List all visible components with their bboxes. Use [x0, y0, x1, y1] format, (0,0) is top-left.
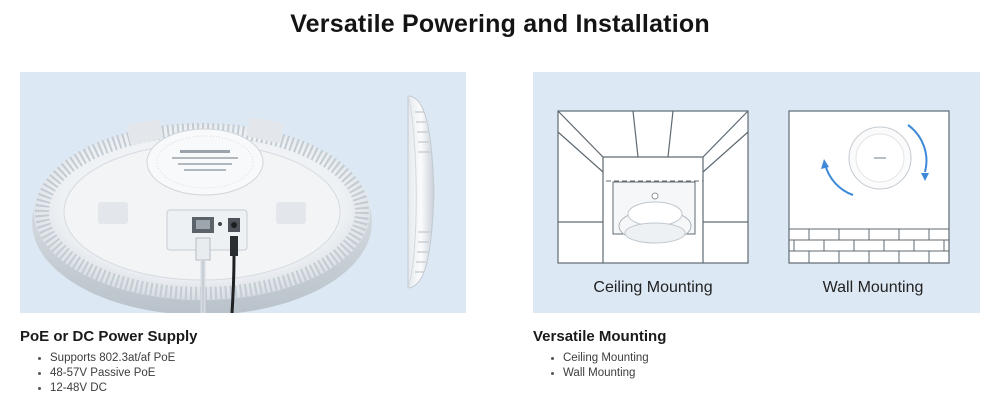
wall-mounting-label: Wall Mounting [822, 279, 924, 296]
access-point-product-image [20, 72, 466, 313]
list-item: • 12-48V DC [50, 381, 175, 396]
list-item: • Ceiling Mounting [563, 351, 649, 366]
mounting-heading: Versatile Mounting [533, 328, 667, 345]
mounting-feature-list [533, 351, 649, 381]
dc-port-icon [228, 218, 240, 232]
power-supply-heading: PoE or DC Power Supply [20, 328, 198, 345]
power-feature-list [20, 351, 175, 396]
list-item: • Wall Mounting [563, 366, 649, 381]
mounting-image-panel [533, 72, 980, 313]
mounting-illustrations [533, 72, 980, 313]
list-item: • Supports 802.3at/af PoE [50, 351, 175, 366]
power-image-panel [20, 72, 466, 313]
ceiling-mounting-illustration [558, 111, 748, 263]
wall-mounting-illustration [789, 111, 949, 263]
ceiling-mounting-label: Ceiling Mounting [593, 279, 713, 296]
list-item: • 48-57V Passive PoE [50, 366, 175, 381]
page-title: Versatile Powering and Installation [290, 10, 710, 38]
ethernet-port-icon [192, 217, 214, 233]
